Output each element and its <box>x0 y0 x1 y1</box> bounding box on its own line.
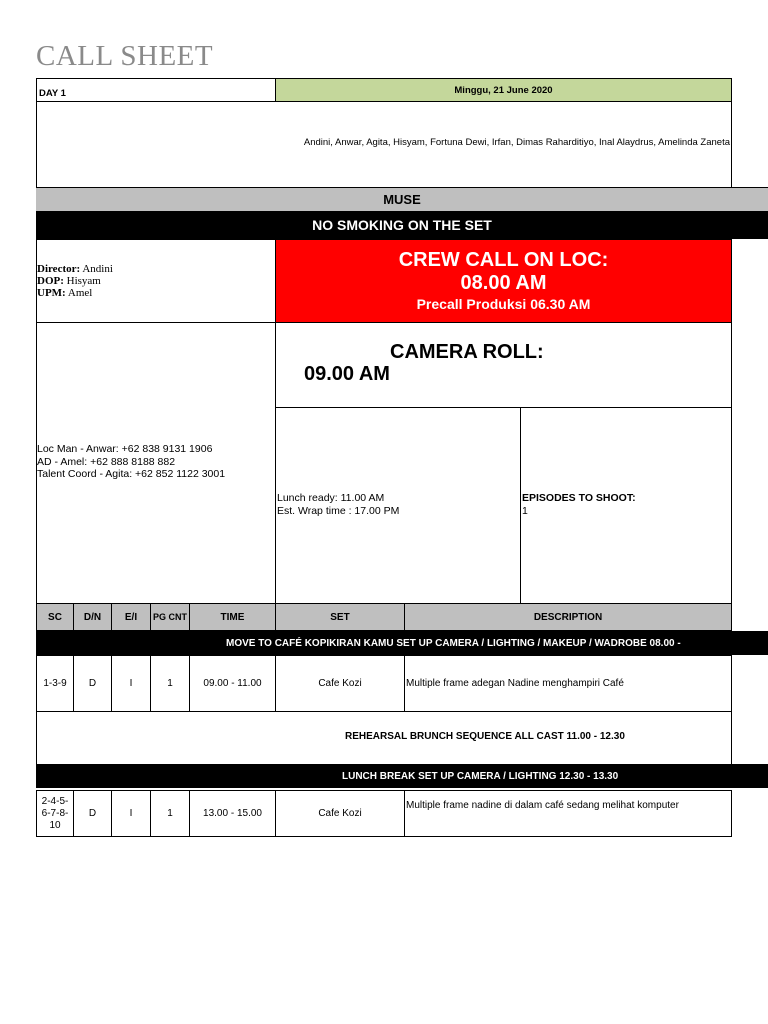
row-time: 09.00 - 11.00 <box>189 655 276 712</box>
cast-cell <box>36 101 732 187</box>
table-row <box>36 790 732 837</box>
episodes-cell <box>520 407 732 604</box>
contact-loc-man: Loc Man - Anwar: +62 838 9131 1906 <box>37 443 213 455</box>
contact-ad: AD - Amel: +62 888 8188 882 <box>37 455 176 468</box>
lunch-cell <box>275 407 521 604</box>
row-dn: D <box>73 655 112 712</box>
col-sc: SC <box>36 603 74 631</box>
crew-cell <box>36 239 276 323</box>
contacts-cell <box>36 322 276 604</box>
contacts-list <box>37 443 225 481</box>
row-sc: 1-3-9 <box>36 655 74 712</box>
row-pg: 1 <box>150 790 190 837</box>
row-set: Cafe Kozi <box>275 790 405 837</box>
row-description: Multiple frame adegan Nadine menghampiri Café <box>404 655 732 712</box>
wrap-time: Est. Wrap time : 17.00 PM <box>277 504 400 517</box>
day-label: DAY 1 <box>39 88 66 99</box>
row-description: Multiple frame nadine di dalam café sedang melihat komputer <box>404 790 732 837</box>
page-title: CALL SHEET <box>36 40 214 72</box>
col-time: TIME <box>189 603 276 631</box>
crew-call-time: 08.00 AM <box>460 272 547 294</box>
project-name: MUSE <box>36 187 768 211</box>
precall-text: Precall Produksi 06.30 AM <box>416 296 591 312</box>
row-sc: 2-4-5-6-7-8-10 <box>36 790 74 837</box>
row-set: Cafe Kozi <box>275 655 405 712</box>
camera-roll-cell <box>275 322 732 408</box>
episodes-label: EPISODES TO SHOOT: <box>522 492 636 504</box>
director-name: Andini <box>82 263 113 275</box>
crew-list: Director: Andini DOP: Hisyam UPM: Amel <box>37 263 113 299</box>
col-pg: PG CNT <box>150 603 190 631</box>
row-time: 13.00 - 15.00 <box>189 790 276 837</box>
camera-roll-label: CAMERA ROLL: <box>390 341 544 363</box>
dop-name: Hisyam <box>66 275 101 287</box>
episodes-info <box>522 492 636 517</box>
rehearsal-row <box>36 711 732 764</box>
contact-talent-coord: Talent Coord - Agita: +62 852 1122 3001 <box>37 468 226 480</box>
row-ei: I <box>111 790 151 837</box>
col-description: DESCRIPTION <box>404 603 732 631</box>
col-ei: E/I <box>111 603 151 631</box>
col-set: SET <box>275 603 405 631</box>
row-dn: D <box>73 790 112 837</box>
crew-call-label: CREW CALL ON LOC: <box>398 249 609 271</box>
lunch-banner: LUNCH BREAK SET UP CAMERA / LIGHTING 12.30 - 13.30 <box>36 764 768 788</box>
row-ei: I <box>111 655 151 712</box>
upm-name: Amel <box>67 287 93 299</box>
date-cell: Minggu, 21 June 2020 <box>275 78 732 102</box>
no-smoking-banner: NO SMOKING ON THE SET <box>36 211 768 239</box>
col-dn: D/N <box>73 603 112 631</box>
lunch-ready: Lunch ready: 11.00 AM <box>277 492 385 504</box>
row-pg: 1 <box>150 655 190 712</box>
rehearsal-text: REHEARSAL BRUNCH SEQUENCE ALL CAST 11.00 - 12.30 <box>345 731 625 742</box>
camera-roll-time: 09.00 AM <box>304 363 390 385</box>
crew-call-cell <box>275 239 732 323</box>
lunch-info <box>277 492 399 517</box>
table-row <box>36 655 732 712</box>
schedule-header <box>36 603 732 631</box>
move-banner: MOVE TO CAFÉ KOPIKIRAN KAMU SET UP CAMERA / LIGHTING / MAKEUP / WADROBE 08.00 - <box>36 631 768 655</box>
day-cell <box>36 78 276 102</box>
episodes-value: 1 <box>522 504 528 517</box>
cast-list: Andini, Anwar, Agita, Hisyam, Fortuna Dewi, Irfan, Dimas Raharditiyo, Inal Alaydrus, Amelinda Zaneta <box>303 137 730 148</box>
